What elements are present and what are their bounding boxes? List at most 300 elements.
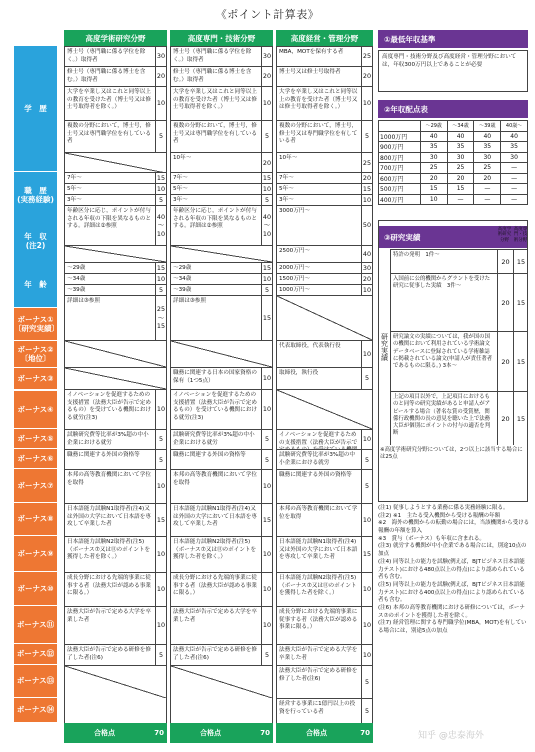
criteria-text: イノベーションを促進するための支援措置（法務大臣が告示で定めるもの）を受けている機関における就労(注3) [173, 392, 257, 421]
income-table-row [379, 173, 528, 184]
criteria-text: MBA，MOTを保有する者 [279, 49, 344, 55]
col3-row-11 [277, 262, 372, 273]
research-criteria: 入国前に公的機関からグラントを受けた研究に従事した実績 3件～ [393, 276, 491, 290]
criteria-text: 職務に関連する外国の資格等 [279, 472, 352, 478]
points-value: 5 [361, 470, 372, 503]
criteria-text: 3年～ [67, 197, 82, 203]
column-technical [170, 46, 273, 723]
col2-row-26 [171, 665, 272, 698]
points-value: 10 [155, 573, 166, 606]
points-value: 25 〜 15 [155, 296, 166, 340]
criteria-text: 職務に関連する外国の資格等 [67, 452, 140, 458]
col2-row-24 [171, 606, 272, 644]
income-table-cell: 600万円 [379, 173, 421, 184]
row-label-b14: ボーナス⑭ [14, 698, 57, 723]
income-table-header [379, 121, 528, 132]
row-label-b2: ボーナス② 〔地位〕 [14, 341, 57, 368]
criteria-text: 10年～ [279, 155, 298, 161]
col3-row-15 [277, 340, 372, 367]
research-row [391, 249, 528, 273]
points-value: 5 [361, 699, 372, 723]
points-value: 30 [261, 47, 272, 66]
criteria-text: 複数の分野において，博士号，修士号又は専門職学位を有している者 [173, 123, 257, 145]
income-table-cell: 30 [447, 152, 474, 163]
col1-row-8 [65, 194, 166, 205]
research-points-technical: 15 [513, 274, 528, 331]
criteria-text: 1000万円～ [279, 287, 311, 293]
points-value: 40 [361, 246, 372, 262]
criteria-text: 修士号（専門職に係る博士を含む。）取得者 [173, 69, 252, 83]
income-table-cell: 40 [474, 131, 501, 142]
col2-row-19 [171, 449, 272, 470]
col3-row-3 [277, 86, 372, 120]
col1-row-11 [65, 262, 166, 273]
col3-row-8 [277, 194, 372, 205]
col2-row-16 [171, 367, 272, 389]
row-label-gap [14, 297, 57, 308]
points-value: 10 [261, 87, 272, 120]
points-value: 5 [261, 645, 272, 665]
col1-row-15 [65, 340, 166, 367]
col1-row-21 [65, 503, 166, 536]
criteria-text: 博士号（専門職に係る学位を除く。）取得者 [173, 49, 252, 63]
col1-row-22 [65, 536, 166, 572]
income-table-cell: 40 [420, 131, 447, 142]
col1-row-23 [65, 572, 166, 606]
criteria-text: 法務大臣が告示で定める大学を卒業した者 [279, 647, 358, 661]
col2-row-6 [171, 172, 272, 183]
row-label-b8: ボーナス⑧ [14, 503, 57, 536]
income-table-cell: 30 [474, 152, 501, 163]
points-value: 20 [155, 67, 166, 86]
points-value: 10 [261, 368, 272, 389]
col3-row-5 [277, 152, 372, 173]
income-table-cell: — [474, 194, 501, 205]
points-value: 15 [261, 504, 272, 536]
research-points-academic: 20 [497, 250, 513, 273]
col2-row-4 [171, 120, 272, 152]
income-table-cell: 25 [420, 163, 447, 174]
income-table-cell: — [501, 184, 528, 195]
research-points-technical: 15 [513, 392, 528, 445]
points-value: 5 [261, 121, 272, 152]
page-title: 《ポイント計算表》 [215, 8, 320, 21]
col3-row-23 [277, 572, 372, 606]
col3-row-20 [277, 469, 372, 503]
criteria-text: 5年～ [173, 186, 188, 192]
col2-row-5 [171, 152, 272, 173]
col3-row-17 [277, 389, 372, 429]
col3-row-27 [277, 698, 372, 723]
col3-row-21 [277, 503, 372, 536]
criteria-text: イノベーションを促進するための支援措置（法務大臣が告示で [279, 432, 358, 446]
points-value: 10 [155, 87, 166, 120]
income-table-cell: 35 [474, 142, 501, 153]
criteria-text: ～39歳 [67, 287, 86, 293]
points-value: 10 [362, 285, 372, 294]
points-value: 20 [261, 153, 272, 173]
points-value: 10 [155, 607, 166, 644]
row-label-b4: ボーナス④ [14, 391, 57, 429]
points-value: 10 [362, 195, 372, 204]
criteria-text: 経営する事業に1億円以上の投資を行っている者 [279, 701, 356, 715]
income-table-cell: 10 [420, 194, 447, 205]
income-table-cell: — [447, 194, 474, 205]
criteria-text: 博士号又は修士号取得者 [279, 69, 341, 75]
points-value: 5 [361, 450, 372, 470]
income-table-cell: 20 [420, 173, 447, 184]
criteria-text: 1500万円～ [279, 276, 311, 282]
header-technical: 高度専門・技術分野 [170, 30, 273, 46]
col3-row-12 [277, 273, 372, 284]
points-value: 5 [261, 430, 272, 449]
col2-row-14 [171, 295, 272, 340]
col1-row-19 [65, 449, 166, 470]
col1-row-16 [65, 367, 166, 389]
criteria-text: 3年～ [279, 197, 294, 203]
col2-row-2 [171, 66, 272, 86]
criteria-text: 職務に関連する日本の国家資格の保有（1つ5点） [173, 370, 257, 384]
col1-row-26 [65, 665, 166, 698]
income-table-cell: ～29歳 [420, 121, 447, 132]
research-head-technical: 高度専門・技術分野 [513, 227, 528, 243]
points-value: 10 [261, 607, 272, 644]
criteria-text: 博士号（専門職に係る学位を除く。）取得者 [67, 49, 146, 63]
points-value: 20 [362, 173, 372, 182]
row-label-b5: ボーナス⑤ [14, 429, 57, 449]
income-table-cell: 25 [447, 163, 474, 174]
criteria-text: 成長分野における先端的事業に従事する者（法務大臣が認める事業に限る。） [279, 609, 358, 631]
income-table-cell: 15 [420, 184, 447, 195]
column-management [276, 46, 373, 723]
row-label-nenrei: 年 齢 [14, 262, 57, 308]
row-label-gakureki-extra [14, 126, 57, 172]
col3-row-4 [277, 120, 372, 152]
points-value: 5 [155, 285, 166, 295]
points-value: 10 [156, 184, 166, 193]
footnotes: (注1) 従事しようとする業務に係る実務経験に限る。 (注2) ※1 主たる受入機関から受ける報酬の年額 ※2 海外の機関からの転勤の場合には，当該機関から受ける報酬の年額を算入 ※3 賞与（ボーナス）も年収に含まれる。 (注3) 就労する機関が中小企業である場合には，別途10点の加点 (注4) 同等以上の能力を試験(例えば，BJTビジネス日本語能力テスト)における480点以上の得点)により認められている者も含む。 (注5) 同等以上の能力を試験(例えば，BJTビジネス日本語能力テスト)における400点以上の得点)により認められている者も含む。 (注6) 本邦の高等教育機関における研修については，ボーナス⑦のポイントを獲得した者を除く。 (注7) 経営管理に関する専門職学位(MBA，MOT)を有している場合には，別途5点の加点 [378, 505, 530, 634]
income-table-cell [379, 121, 421, 132]
income-table-cell: ～39歳 [474, 121, 501, 132]
criteria-text: 年齢区分に応じ，ポイントが付与される年収の下限を異なるものとする。詳細は②参照 [67, 208, 151, 230]
col3-row-22 [277, 536, 372, 572]
points-value: 5 [155, 121, 166, 152]
points-value: 15 [156, 263, 166, 272]
points-value: 25 [361, 153, 372, 173]
criteria-text: 7年～ [67, 175, 82, 181]
col3-row-18 [277, 429, 372, 449]
income-table-row [379, 194, 528, 205]
criteria-text: 修士号（専門職に係る博士を含む。）取得者 [67, 69, 146, 83]
header-academic: 高度学術研究分野 [64, 30, 167, 46]
col2-row-17 [171, 389, 272, 429]
col3-row-26 [277, 665, 372, 698]
income-table-cell: 40 [501, 131, 528, 142]
points-value: 10 [261, 573, 272, 606]
points-value: 5 [155, 195, 166, 205]
criteria-text: 日本語能力試験N1取得者(注4)又は外国の大学において日本語を専攻して卒業した者 [67, 506, 151, 528]
row-label-b1: ボーナス① 〔研究実績〕 [14, 308, 57, 341]
points-value: 20 [261, 67, 272, 86]
income-table-cell: 20 [474, 173, 501, 184]
col3-row-14 [277, 295, 372, 340]
income-table-cell: 40歳～ [501, 121, 528, 132]
points-value: 10 [262, 274, 272, 283]
criteria-text: 法務大臣が告示で定める大学を卒業した者 [173, 609, 257, 623]
points-value: 50 [361, 206, 372, 245]
col2-row-22 [171, 536, 272, 572]
research-row [391, 273, 528, 331]
row-label-shokureki: 職 歴 (実務経験) [14, 172, 57, 229]
points-value: 10 [155, 390, 166, 429]
row-label-b10: ボーナス⑩ [14, 572, 57, 606]
col1-row-20 [65, 469, 166, 503]
income-table-cell: 30 [501, 152, 528, 163]
watermark: 知乎 @忠泰海外 [418, 731, 484, 741]
criteria-text: 7年～ [173, 175, 188, 181]
criteria-text: 取締役，執行役 [279, 370, 319, 376]
research-criteria: 上記の項目以外で，上記項目におけるものと同等の研究実績があると申請人がアピールする場合（著名な賞の受賞歴，関係行政機関の長の意見を聴いた上で法務大臣が個別にポイントの付与の適否を判断 [393, 394, 491, 437]
points-value: 15 [155, 504, 166, 536]
col1-row-1 [65, 46, 166, 66]
research-title: ③研究実績 [378, 226, 528, 248]
criteria-text: 年齢区分に応じ，ポイントが付与される年収の下限を異なるものとする。詳細は②参照 [173, 208, 257, 230]
points-value: 5 [155, 645, 166, 665]
criteria-text: 5年～ [279, 186, 294, 192]
income-table-cell: 30 [420, 152, 447, 163]
criteria-text: 本邦の高等教育機関において学位を取得 [173, 472, 257, 486]
points-value: 10 [361, 430, 372, 449]
points-value: 5 [361, 121, 372, 152]
col1-row-10 [65, 245, 166, 262]
income-table-cell: — [501, 163, 528, 174]
col2-row-18 [171, 429, 272, 449]
criteria-text: 試験研究費等比率が3%超の中小企業における就労 [67, 432, 149, 446]
col1-row-3 [65, 86, 166, 120]
research-box [378, 220, 528, 502]
research-points-academic: 20 [497, 392, 513, 445]
points-value: 15 [156, 173, 166, 182]
criteria-text: 試験研究費等比率が3%超の中小企業における就労 [279, 452, 355, 466]
criteria-text: 日本語能力試験N2取得者(注5)（ボーナス⑦又は⑪のポイントを獲得した者を除く。） [67, 539, 151, 561]
income-table-cell: — [501, 173, 528, 184]
income-table-cell: 500万円 [379, 184, 421, 195]
header-management: 高度経営・管理分野 [276, 30, 373, 46]
points-value: 10 [155, 537, 166, 572]
criteria-text: ～29歳 [173, 265, 192, 271]
research-note: ※高度学術研究分野については，2つ以上に該当する場合には25点 [380, 447, 523, 461]
column-academic [64, 46, 167, 723]
income-table-cell: 1000万円 [379, 131, 421, 142]
criteria-text: ～34歳 [67, 276, 86, 282]
points-value: 15 [262, 263, 272, 272]
income-table-cell: ～34歳 [447, 121, 474, 132]
criteria-text: 法務大臣が告示で定める研修を修了した者(注6) [279, 668, 358, 682]
points-value: 10 [361, 87, 372, 120]
income-table-cell: 900万円 [379, 142, 421, 153]
research-points-technical: 15 [513, 332, 528, 391]
points-value: 40 〜 10 [261, 206, 272, 245]
row-label-gakureki: 学 歴 [14, 46, 57, 172]
col2-row-7 [171, 183, 272, 194]
col3-row-10 [277, 245, 372, 262]
col3-row-19 [277, 449, 372, 470]
col1-row-13 [65, 284, 166, 295]
criteria-text: 3年～ [173, 197, 188, 203]
col2-row-21 [171, 503, 272, 536]
points-value: 5 [261, 450, 272, 470]
row-label-b11: ボーナス⑪ [14, 606, 57, 644]
points-value: 20 [361, 67, 372, 86]
criteria-text: 10年～ [173, 155, 192, 161]
research-head-academic: 高度学術研究分野 [497, 227, 512, 243]
criteria-text: 成長分野における先端的事業に従事する者（法務大臣が認める事業に限る。） [67, 575, 151, 597]
col1-row-6 [65, 172, 166, 183]
criteria-text: 成長分野における先端的事業に従事する者（法務大臣が認める事業に限る。） [173, 575, 257, 597]
criteria-text: ～34歳 [173, 276, 192, 282]
points-value: 30 [362, 263, 372, 272]
criteria-text: 本邦の高等教育機関において学位を取得 [279, 506, 358, 520]
research-criteria: 特許の発明 1件～ [393, 252, 440, 258]
col1-row-17 [65, 389, 166, 429]
points-value: 10 [361, 341, 372, 367]
col3-row-25 [277, 644, 372, 665]
points-value: 10 [361, 645, 372, 665]
income-table-row [379, 142, 528, 153]
points-value: 10 [261, 470, 272, 503]
criteria-text: 複数の分野において，博士号，修士号又は専門職学位を有している者 [279, 123, 358, 145]
col1-row-12 [65, 273, 166, 284]
col1-row-24 [65, 606, 166, 644]
criteria-text: 法務大臣が告示で定める研修を修了した者(注6) [67, 647, 151, 661]
col3-row-16 [277, 367, 372, 389]
research-row [391, 391, 528, 445]
col1-row-7 [65, 183, 166, 194]
income-table-cell: 20 [447, 173, 474, 184]
criteria-text: 日本語能力試験N2取得者(注5)（ボーナス⑦又は⑪のポイントを獲得した者を除く。） [173, 539, 257, 561]
points-value: 20 [362, 274, 372, 283]
col2-row-25 [171, 644, 272, 665]
research-row [391, 331, 528, 391]
row-label-b6: ボーナス⑥ [14, 449, 57, 469]
criteria-text: 3000万円～ [279, 208, 311, 214]
col1-row-9 [65, 205, 166, 245]
criteria-text: 7年～ [279, 175, 294, 181]
research-side-label: 研究実績 [379, 249, 391, 445]
col2-row-1 [171, 46, 272, 66]
criteria-text: 2500万円～ [279, 248, 311, 254]
col3-row-6 [277, 172, 372, 183]
col2-row-3 [171, 86, 272, 120]
research-points-technical: 15 [513, 250, 528, 273]
col3-row-13 [277, 284, 372, 295]
criteria-text: 詳細は③参照 [67, 298, 100, 304]
points-value: 5 [261, 285, 272, 295]
research-points-academic: 20 [497, 274, 513, 331]
criteria-text: ～39歳 [173, 287, 192, 293]
row-label-b13: ボーナス⑬ [14, 665, 57, 698]
points-value: 10 [156, 274, 166, 283]
points-value: 5 [361, 666, 372, 698]
col3-row-9 [277, 205, 372, 245]
points-value: 5 [361, 368, 372, 389]
points-value: 10 [261, 537, 272, 572]
pass-score-academic: 合格点 70 [64, 723, 167, 743]
criteria-text: 2000万円～ [279, 265, 311, 271]
research-criteria: 研究論文の実績については，我が国の国の機関において利用されている学術論文データベースに登録されている学術雑誌に掲載されている論文(申請人が責任著者であるものに限る。) 3本～ [393, 334, 493, 370]
points-value: 15 [361, 537, 372, 572]
row-label-b7: ボーナス⑦ [14, 469, 57, 503]
income-table-cell: 35 [501, 142, 528, 153]
points-value: 10 [361, 607, 372, 644]
col3-row-24 [277, 606, 372, 644]
income-table-row [379, 163, 528, 174]
points-value: 25 [361, 47, 372, 66]
criteria-text: 法務大臣が告示で定める大学を卒業した者 [67, 609, 151, 623]
col2-row-8 [171, 194, 272, 205]
income-table-row [379, 152, 528, 163]
criteria-text: イノベーションを促進するための支援措置（法務大臣が告示で定めるもの）を受けている機関における就労(注3) [67, 392, 151, 421]
col2-row-13 [171, 284, 272, 295]
points-value: 10 [261, 390, 272, 429]
row-label-b9: ボーナス⑨ [14, 536, 57, 572]
min-income-title: ①最低年収基準 [378, 30, 528, 48]
col3-row-2 [277, 66, 372, 86]
criteria-text: 日本語能力試験N1取得者(注4)又は外国の大学において日本語を専攻して卒業した者 [279, 539, 358, 561]
col2-row-15 [171, 340, 272, 367]
col1-row-5 [65, 152, 166, 173]
income-table-cell: 400万円 [379, 194, 421, 205]
criteria-text: 大学を卒業し又はこれと同等以上の教育を受けた者（博士号又は修士号取得者を除く。） [67, 89, 151, 111]
points-value: 15 [261, 296, 272, 340]
income-table-cell: — [474, 184, 501, 195]
col2-row-12 [171, 273, 272, 284]
col2-row-9 [171, 205, 272, 245]
pass-score-technical: 合格点 70 [170, 723, 273, 743]
points-value: 10 [155, 470, 166, 503]
income-table-cell: 35 [420, 142, 447, 153]
points-value: 15 [262, 173, 272, 182]
criteria-text: 試験研究費等比率が3%超の中小企業における就労 [173, 432, 255, 446]
income-table-cell: 15 [447, 184, 474, 195]
income-table-cell: 700万円 [379, 163, 421, 174]
col3-row-1 [277, 46, 372, 66]
col1-row-25 [65, 644, 166, 665]
criteria-text: 複数の分野において，博士号，修士号又は専門職学位を有している者 [67, 123, 151, 145]
col1-row-4 [65, 120, 166, 152]
row-label-nenshu: 年 収 (注2) [14, 205, 57, 278]
income-table-cell: 35 [447, 142, 474, 153]
min-income-text: 高度専門・技術分野及び高度経営・管理分野においては，年収300万円以上であることが必要 [378, 50, 528, 92]
points-value: 40 〜 10 [155, 206, 166, 245]
criteria-text: 5年～ [67, 186, 82, 192]
criteria-text: 大学を卒業し又はこれと同等以上の教育を受けた者（博士号又は修士号取得者を除く。） [279, 89, 358, 111]
points-value: 10 [361, 504, 372, 536]
points-value: 30 [155, 47, 166, 66]
criteria-text: 日本語能力試験N2取得者(注5)（ボーナス⑦又は⑪のポイントを獲得した者を除く。） [279, 575, 357, 597]
col1-row-14 [65, 295, 166, 340]
col3-row-7 [277, 183, 372, 194]
row-label-b3: ボーナス③ [14, 368, 57, 390]
criteria-text: 日本語能力試験N1取得者(注4)又は外国の大学において日本語を専攻して卒業した者 [173, 506, 257, 528]
income-table-row [379, 131, 528, 142]
points-value: 5 [261, 195, 272, 205]
col2-row-20 [171, 469, 272, 503]
research-points-academic: 20 [497, 332, 513, 391]
income-table-cell: — [501, 194, 528, 205]
criteria-text: 代表取締役，代表執行役 [279, 343, 341, 349]
points-value: 10 [361, 573, 372, 606]
